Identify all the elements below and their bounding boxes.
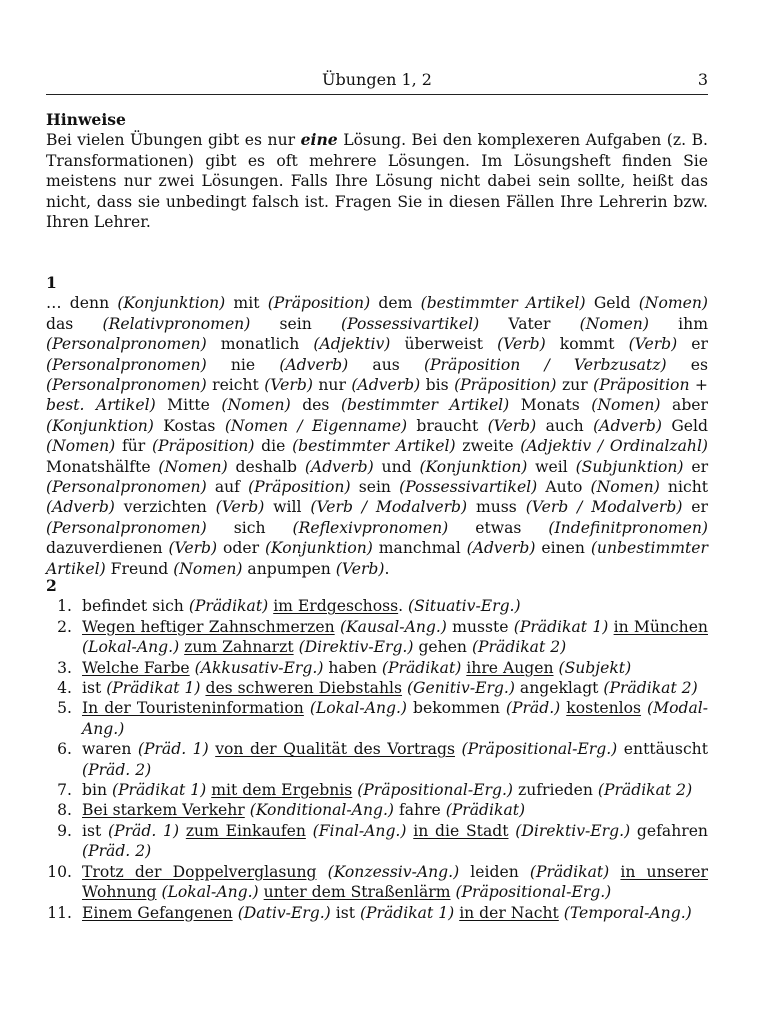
item-number: 4. [57, 679, 72, 698]
grammar-annotation: (Kausal-Ang.) [339, 617, 447, 636]
underlined-phrase: in die Stadt [413, 821, 509, 840]
grammar-annotation: (Subjunktion) [575, 457, 684, 476]
grammar-annotation: (Verb) [264, 376, 313, 395]
grammar-annotation: (Verb / Modalverb) [310, 498, 468, 517]
grammar-annotation: (Nomen) [46, 437, 116, 456]
text-run: zur [556, 376, 594, 395]
grammar-annotation: (Personalpronomen) [46, 518, 207, 537]
exercise-2-item [46, 596, 708, 616]
grammar-annotation: (Prädikat) [529, 862, 610, 881]
grammar-annotation: (Akkusativ-Erg.) [194, 658, 324, 677]
grammar-annotation: (Direktiv-Erg.) [515, 821, 631, 840]
grammar-annotation: (Konditional-Ang.) [249, 801, 395, 820]
text-run: musste [446, 617, 514, 636]
text-run: zweite [455, 437, 521, 456]
grammar-annotation: (Prädikat 1) [359, 903, 455, 922]
grammar-annotation: (Konjunktion) [264, 539, 373, 558]
text-run: mit [225, 294, 268, 313]
underlined-phrase: kostenlos [566, 699, 642, 718]
text-run: zufrieden [513, 781, 598, 800]
text-run: aus [348, 355, 424, 374]
item-number: 9. [57, 821, 72, 840]
grammar-annotation: (Temporal-Ang.) [563, 903, 692, 922]
text-run: manchmal [372, 539, 467, 558]
text-run: gefahren [630, 821, 708, 840]
text-run: Mitte [155, 396, 222, 415]
grammar-annotation: (Lokal-Ang.) [161, 883, 259, 902]
text-run: ihm [648, 314, 708, 333]
text-run: einen [535, 539, 591, 558]
text-run: Geld [661, 416, 709, 435]
text-run: nie [206, 355, 280, 374]
text-run [306, 822, 313, 840]
text-run: will [264, 498, 311, 517]
item-number: 1. [57, 597, 72, 616]
exercise-2-item [46, 821, 708, 862]
grammar-annotation: (Prädikat 1) [513, 617, 609, 636]
grammar-annotation: (Relativpronomen) [102, 314, 251, 333]
text-run: das [46, 314, 103, 333]
grammar-annotation: (Verb) [168, 539, 218, 558]
underlined-phrase: in unserer Wohnung [82, 862, 708, 902]
text-run: Monatshälfte [46, 457, 159, 476]
underlined-phrase: des schweren Diebstahls [205, 679, 402, 698]
text-run: anpumpen [242, 559, 336, 578]
grammar-annotation: (Possessivartikel) [399, 478, 538, 497]
grammar-annotation: (Nomen) [579, 314, 649, 333]
grammar-annotation: (Präposition) [151, 437, 255, 456]
hinweise-section [46, 110, 708, 232]
exercise-2-item [46, 862, 708, 903]
grammar-annotation: (Nomen) [591, 396, 661, 415]
underlined-phrase: zum Zahnarzt [184, 638, 294, 657]
exercise-2-item [46, 739, 708, 780]
grammar-annotation: (Präposition) [454, 376, 557, 395]
text-run: sich [206, 518, 293, 537]
grammar-annotation: (Lokal-Ang.) [309, 699, 408, 718]
text-run: dazuverdienen [46, 539, 169, 558]
text-run: etwas [448, 518, 549, 537]
grammar-annotation: (Modal-Ang.) [82, 699, 709, 738]
grammar-annotation: (Nomen) [158, 457, 228, 476]
page-header-title: Übungen 1, 2 [322, 70, 432, 89]
grammar-annotation: (Nomen) [590, 478, 660, 497]
grammar-annotation: (Präd. 2) [82, 842, 152, 861]
grammar-annotation: (Adverb) [279, 355, 349, 374]
text-run: monatlich [206, 335, 314, 354]
text-run: muss [467, 498, 526, 517]
grammar-annotation: (Präd. 2) [82, 760, 152, 779]
grammar-annotation: (Personalpronomen) [46, 376, 207, 395]
grammar-annotation: (Adjektiv) [313, 335, 391, 354]
exercise-2-item [46, 800, 708, 820]
item-number: 5. [57, 699, 72, 718]
grammar-annotation: (Adverb) [593, 416, 662, 435]
item-number: 8. [57, 801, 72, 820]
grammar-annotation: (Prädikat 1) [111, 781, 207, 800]
grammar-annotation: (Nomen / Eigenname) [224, 416, 408, 435]
grammar-annotation: (Präposition) [267, 294, 371, 313]
text-run: des [290, 396, 341, 415]
text-run: er [677, 335, 708, 354]
text-run: bekommen [407, 699, 506, 718]
text-run: nicht [659, 478, 709, 497]
text-run: Auto [537, 478, 591, 497]
underlined-phrase: im Erdgeschoss [273, 597, 399, 616]
text-run: Vater [479, 314, 580, 333]
text-run: sein [250, 314, 342, 333]
exercise-1 [46, 273, 708, 579]
hinweise-heading: Hinweise [46, 110, 126, 129]
text-run: es [666, 355, 708, 374]
exercise-2-item [46, 658, 708, 678]
grammar-annotation: (Präpositional-Erg.) [357, 781, 514, 800]
text-run: Monats [509, 396, 592, 415]
text-run: die [254, 437, 293, 456]
item-number: 10. [47, 862, 72, 881]
grammar-annotation: (Präpositional-Erg.) [461, 740, 618, 759]
text-run: kommt [545, 335, 629, 354]
text-run: ist [82, 821, 109, 840]
grammar-annotation: (Lokal-Ang.) [82, 638, 180, 657]
underlined-phrase: In der Touristeninformation [82, 699, 304, 718]
underlined-phrase: Einem Gefangenen [82, 903, 233, 922]
grammar-annotation: (Subjekt) [558, 658, 632, 677]
underlined-phrase: Bei starkem Verkehr [82, 801, 245, 820]
exercise-2 [46, 576, 708, 923]
text-run [179, 822, 186, 840]
text-run: er [683, 457, 709, 476]
exercise-2-item [46, 617, 708, 658]
grammar-annotation: (Personalpronomen) [46, 335, 207, 354]
grammar-annotation: (Präposition / Verbzusatz) [423, 355, 667, 374]
text-run: waren [82, 740, 138, 759]
text-run: befindet sich [82, 597, 189, 616]
grammar-annotation: (Adverb) [351, 376, 421, 395]
text-run: angeklagt [514, 679, 604, 698]
underlined-phrase: von der Qualität des Vortrags [215, 740, 455, 759]
text-run: Freund [105, 559, 174, 578]
grammar-annotation: (Präpositional-Erg.) [455, 883, 612, 902]
exercise-2-item [46, 698, 708, 739]
exercise-2-list [46, 596, 708, 923]
grammar-annotation: (Adjektiv / Ordinalzahl) [520, 437, 709, 456]
text-run: gehen [413, 638, 472, 657]
grammar-annotation: (bestimmter Artikel) [292, 437, 456, 456]
grammar-annotation: (Final-Ang.) [312, 821, 407, 840]
grammar-annotation: (Konjunktion) [117, 294, 226, 313]
underlined-phrase: Welche Farbe [82, 658, 190, 677]
underlined-phrase: zum Einkaufen [185, 821, 306, 840]
grammar-annotation: (bestimmter Artikel) [420, 294, 586, 313]
grammar-annotation: (Verb) [215, 498, 265, 517]
text-run: überweist [390, 335, 498, 354]
text-run: auf [206, 478, 249, 497]
grammar-annotation: (Prädikat) [445, 801, 526, 820]
grammar-annotation: (Prädikat 2) [471, 638, 567, 657]
exercise-2-item [46, 903, 708, 923]
text-run: für [115, 437, 152, 456]
underlined-phrase: ihre Augen [466, 658, 554, 677]
text-run: leiden [459, 862, 530, 881]
text-run: bis [420, 376, 455, 395]
grammar-annotation: (Prädikat 2) [603, 679, 698, 698]
item-number: 3. [57, 658, 72, 677]
grammar-annotation: (Prädikat 2) [597, 781, 693, 800]
grammar-annotation: (Verb) [487, 416, 537, 435]
grammar-annotation: (Genitiv-Erg.) [406, 679, 515, 698]
grammar-annotation: (Verb) [335, 559, 385, 578]
grammar-annotation: (Dativ-Erg.) [237, 903, 331, 922]
exercise-1-text [46, 293, 708, 579]
grammar-annotation: (Nomen) [221, 396, 291, 415]
grammar-annotation: (Verb) [497, 335, 546, 354]
page-number: 3 [697, 70, 708, 89]
item-number: 6. [57, 740, 72, 759]
grammar-annotation: (Konjunktion) [46, 416, 154, 435]
item-number: 11. [47, 903, 72, 922]
grammar-annotation: (Reflexivpronomen) [292, 518, 449, 537]
grammar-annotation: (Nomen) [173, 559, 243, 578]
page-header [46, 70, 708, 95]
text-run: aber [660, 396, 708, 415]
underlined-phrase: in München [613, 617, 708, 636]
exercise-2-number: 2 [46, 576, 57, 595]
underlined-phrase: in der Nacht [459, 903, 559, 922]
text-run: Lösung. Bei den komplexeren Aufgaben (z. B. Transformationen) gibt es oft mehrere Lösungen. Im Lösungsheft finden Sie meistens nur zwei Lösungen. Falls Ihre Lösung nicht dabei sein sollte, heißt das nicht, dass sie unbedingt falsch ist. Fragen Sie in diesen Fällen Ihre Lehrerin bzw. Ihren Lehrer. [46, 131, 708, 232]
grammar-annotation: (Personalpronomen) [46, 355, 207, 374]
grammar-annotation: (Possessivartikel) [341, 314, 480, 333]
grammar-annotation: (Präposition + best. Artikel) [46, 376, 708, 415]
text-run: oder [217, 539, 265, 558]
text-run: nur [312, 376, 352, 395]
grammar-annotation: (Präposition) [248, 478, 351, 497]
grammar-annotation: (unbestimmter Artikel) [46, 539, 708, 578]
exercise-2-item [46, 780, 708, 800]
text-run: fahre [394, 801, 446, 820]
text-run: und [373, 457, 420, 476]
grammar-annotation: (Konzessiv-Ang.) [327, 862, 460, 881]
text-run: … denn [46, 294, 118, 313]
hinweise-text [46, 130, 708, 232]
grammar-annotation: (bestimmter Artikel) [340, 396, 510, 415]
exercise-1-number: 1 [46, 273, 57, 292]
text-run: ist [330, 903, 360, 922]
underlined-phrase: mit dem Ergebnis [211, 781, 353, 800]
underlined-phrase: Wegen heftiger Zahnschmerzen [82, 617, 335, 636]
grammar-annotation: (Konjunktion) [419, 457, 528, 476]
text-run: sein [350, 478, 400, 497]
grammar-annotation: (Indefinitpronomen) [548, 518, 709, 537]
grammar-annotation: (Prädikat) [188, 597, 269, 616]
item-number: 7. [57, 781, 72, 800]
text-run: Kostas [153, 416, 225, 435]
grammar-annotation: (Präd. 1) [108, 821, 180, 840]
grammar-annotation: (Situativ-Erg.) [408, 597, 521, 616]
grammar-annotation: (Adverb) [46, 498, 115, 517]
text-run: . [384, 559, 390, 578]
text-run: Geld [585, 294, 639, 313]
exercise-2-item [46, 678, 708, 698]
text-run: bin [82, 781, 112, 800]
grammar-annotation: (Adverb) [304, 457, 374, 476]
grammar-annotation: (Prädikat) [381, 658, 462, 677]
text-run: auch [536, 416, 594, 435]
text-run: Bei vielen Übungen gibt es nur [46, 131, 301, 150]
text-run: enttäuscht [617, 740, 708, 759]
text-run: deshalb [227, 457, 305, 476]
emphasis-text: eine [300, 130, 338, 150]
underlined-phrase: Trotz der Doppelverglasung [82, 862, 317, 881]
text-run: haben [323, 658, 382, 677]
grammar-annotation: (Präd. 1) [137, 740, 209, 759]
grammar-annotation: (Verb / Modalverb) [525, 498, 683, 517]
grammar-annotation: (Verb) [628, 335, 678, 354]
grammar-annotation: (Adverb) [466, 539, 536, 558]
text-run: ist [82, 679, 107, 698]
grammar-annotation: (Präd.) [505, 699, 561, 718]
grammar-annotation: (Personalpronomen) [46, 478, 207, 497]
grammar-annotation: (Prädikat 1) [106, 679, 201, 698]
grammar-annotation: (Nomen) [638, 294, 708, 313]
text-run: weil [527, 457, 576, 476]
text-run: braucht [407, 416, 488, 435]
item-number: 2. [57, 617, 72, 636]
underlined-phrase: unter dem Straßenlärm [263, 883, 451, 902]
text-run: reicht [206, 376, 265, 395]
text-run [317, 863, 328, 881]
text-run [609, 863, 620, 881]
grammar-annotation: (Direktiv-Erg.) [298, 638, 414, 657]
text-run: verzichten [114, 498, 216, 517]
text-run: . [398, 597, 409, 616]
text-run: er [682, 498, 708, 517]
text-run: dem [370, 294, 421, 313]
